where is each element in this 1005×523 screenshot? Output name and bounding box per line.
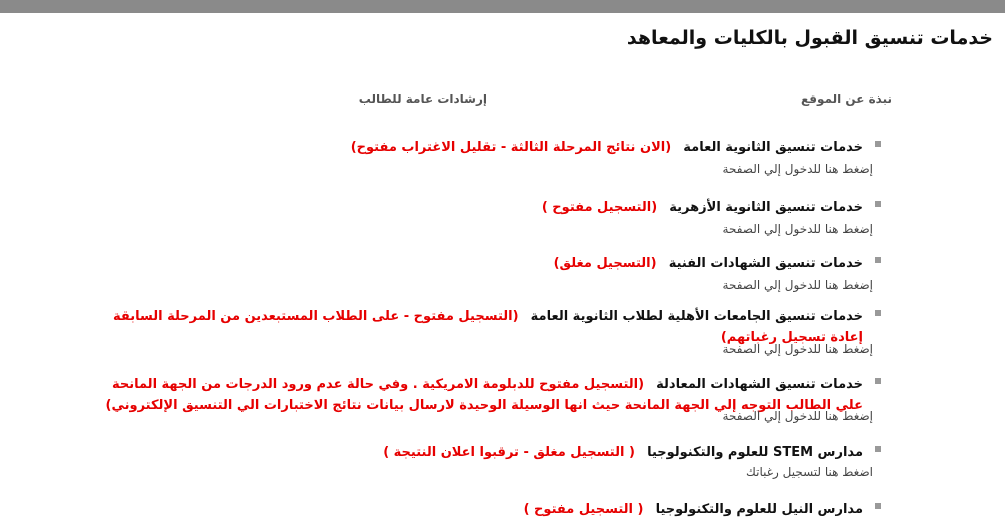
service-status: (التسجيل مغلق): [553, 256, 657, 271]
service-name[interactable]: مدارس STEM للعلوم والتكنولوجيا: [647, 445, 863, 460]
bullet-icon: [875, 446, 881, 452]
service-status: (الان نتائج المرحلة الثالثة - تقليل الاغتراب مفتوح): [350, 140, 672, 155]
bullet-icon: [875, 141, 881, 147]
service-line: [83, 499, 863, 520]
service-status: ( التسجيل مفتوح ): [523, 502, 644, 517]
student-guidelines-link[interactable]: إرشادات عامة للطالب: [358, 92, 487, 106]
bullet-icon: [875, 257, 881, 263]
top-bar: [0, 0, 1005, 13]
page-title: خدمات تنسيق القبول بالكليات والمعاهد: [626, 27, 993, 49]
service-status: (التسجيل مفتوح ): [541, 200, 658, 215]
service-name[interactable]: خدمات تنسيق الشهادات المعادلة: [656, 377, 863, 392]
service-name[interactable]: خدمات تنسيق الثانوية العامة: [683, 140, 863, 155]
enter-page-link[interactable]: إضغط هنا للدخول إلي الصفحة: [722, 222, 873, 236]
service-status: ( التسجيل مغلق - ترقبوا اعلان النتيجة ): [383, 445, 635, 460]
service-name[interactable]: خدمات تنسيق الشهادات الفنية: [668, 256, 863, 271]
service-status: (التسجيل مفتوح - على الطلاب المستبعدين من المرحلة السابقة إعادة تسجيل رغباتهم): [112, 309, 863, 345]
enter-page-link[interactable]: إضغط هنا للدخول إلي الصفحة: [722, 162, 873, 176]
top-links: [0, 92, 1005, 110]
bullet-icon: [875, 503, 881, 509]
service-line: [83, 442, 863, 463]
register-wishes-link[interactable]: اضغط هنا لتسجيل رغباتك: [746, 465, 873, 479]
enter-page-link[interactable]: إضغط هنا للدخول إلي الصفحة: [722, 342, 873, 356]
about-site-link[interactable]: نبذة عن الموقع: [800, 92, 892, 106]
bullet-icon: [875, 310, 881, 316]
service-name[interactable]: خدمات تنسيق الثانوية الأزهرية: [669, 200, 863, 215]
service-name[interactable]: خدمات تنسيق الجامعات الأهلية لطلاب الثانوية العامة: [530, 309, 863, 324]
service-status: (التسجيل مفتوح للدبلومة الامريكية . وفي حالة عدم ورود الدرجات من الجهة المانحة علي الطالب التوجه إلي الجهة المانحة حيث انها الوسيلة الوحيدة لارسال بيانات نتائج الاختبارات الي التنسيق الإلكتروني): [105, 377, 863, 413]
service-line: [83, 137, 863, 158]
service-line: [83, 197, 863, 218]
bullet-icon: [875, 201, 881, 207]
bullet-icon: [875, 378, 881, 384]
enter-page-link[interactable]: إضغط هنا للدخول إلي الصفحة: [722, 409, 873, 423]
service-name[interactable]: مدارس النيل للعلوم والتكنولوجيا: [655, 502, 863, 517]
enter-page-link[interactable]: إضغط هنا للدخول إلي الصفحة: [722, 278, 873, 292]
service-line: [83, 253, 863, 274]
